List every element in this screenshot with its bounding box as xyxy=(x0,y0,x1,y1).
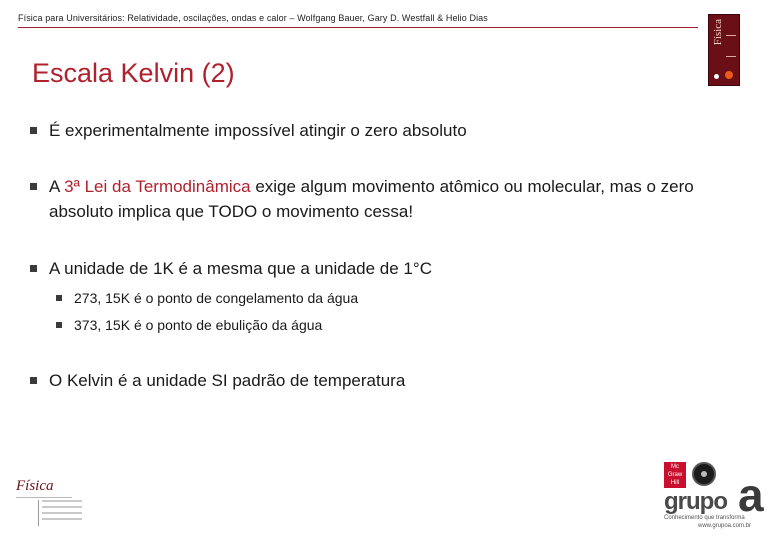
bullet-square-icon xyxy=(30,183,37,190)
seal-icon xyxy=(692,462,716,486)
fisica-logo-word: Física xyxy=(16,478,54,494)
fisica-logo-rule xyxy=(16,497,72,498)
header-rule xyxy=(18,27,698,28)
fisica-logo-smallprint xyxy=(42,500,82,524)
publisher-logo xyxy=(664,462,776,532)
bullet-2-post: exige algum movimento atômico ou molecular, mas o zero absoluto implica que TODO o movimento cessa! xyxy=(49,177,694,221)
bullet-2-text xyxy=(49,174,729,224)
cover-dot-orange xyxy=(725,71,733,79)
fisica-logo xyxy=(16,478,96,528)
cover-decoration xyxy=(726,35,736,57)
sub-bullet-square-icon xyxy=(56,295,62,301)
bullet-3-text: A unidade de 1K é a mesma que a unidade de 1°C xyxy=(49,259,432,278)
running-header: Física para Universitários: Relatividade, oscilações, ondas e calor – Wolfgang Bauer, Gary D. Westfall & Helio Dias xyxy=(18,13,488,23)
publisher-url: www.grupoa.com.br xyxy=(698,523,752,529)
cover-dot-white xyxy=(714,74,719,79)
bullet-2 xyxy=(30,174,729,224)
sub-bullet-2-text: 373, 15K é o ponto de ebulição da água xyxy=(74,317,323,333)
bullet-2-highlight: 3ª Lei da Termodinâmica xyxy=(64,177,251,196)
mcgraw-hill-logo: Mc Graw Hill xyxy=(664,462,686,488)
bullet-3 xyxy=(30,256,729,281)
bullet-2-pre: A xyxy=(49,177,65,196)
grupo-a-word: grupo xyxy=(664,488,727,515)
bullet-square-icon xyxy=(30,265,37,272)
sub-bullet-1-text: 273, 15K é o ponto de congelamento da água xyxy=(74,290,359,306)
slide-title: Escala Kelvin (2) xyxy=(32,58,235,88)
publisher-tagline: Conhecimento que transforma xyxy=(664,515,745,521)
book-cover-thumbnail xyxy=(708,14,740,86)
bullet-1 xyxy=(30,118,729,143)
bullet-1-text: É experimentalmente impossível atingir o zero absoluto xyxy=(49,121,467,140)
bullet-4-text: O Kelvin é a unidade SI padrão de temperatura xyxy=(49,371,406,390)
bullet-square-icon xyxy=(30,127,37,134)
sub-bullet-square-icon xyxy=(56,322,62,328)
fisica-logo-divider xyxy=(38,500,39,526)
cover-title: Física xyxy=(712,19,724,46)
bullet-4 xyxy=(30,368,729,393)
sub-bullet-2 xyxy=(56,315,322,335)
grupo-a-letter: a xyxy=(738,469,764,521)
sub-bullet-1 xyxy=(56,288,358,308)
bullet-square-icon xyxy=(30,377,37,384)
